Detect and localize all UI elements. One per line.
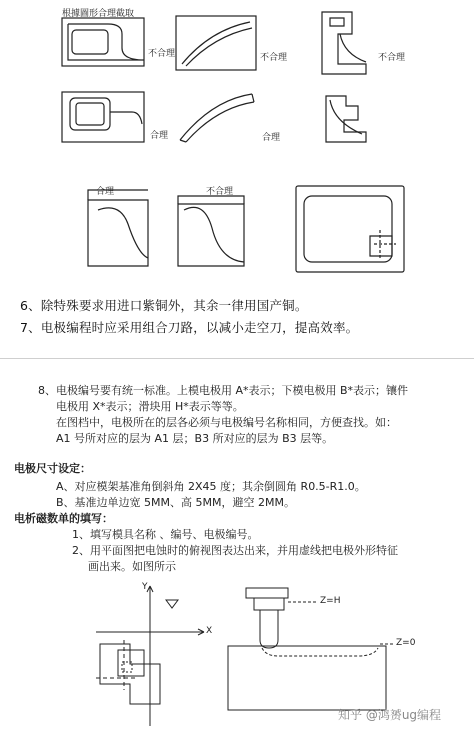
label-r2-b: 合理 [262,133,281,143]
axis-x-label: X [206,626,213,636]
list-item: 7、电极编程时应采用组合刀路，以减小走空刀，提高效率。 [20,320,359,335]
figure-caption: 根據圖形合理截取 [62,9,135,19]
axis-y-label: Y [142,582,148,592]
section8-line1: 8、电极编号要有统一标准。上模电极用 A*表示；下模电极用 B*表示；镶件 [38,384,409,397]
size-heading: 电极尺寸设定： [14,462,91,475]
label-r2-a: 合理 [150,131,169,141]
sheet-item2-line2: 画出来。如图所示 [88,560,176,573]
top-figure-drawing [0,0,474,288]
sheet-item1: 1、填写模具名称 、编号、电极编号。 [72,528,259,541]
section8-line2: 电极用 X*表示；滑块用 H*表示等等。 [56,400,244,413]
label-r3-a: 合理 [96,187,115,197]
section8-line3: 在图档中，电极所在的层各必须与电极编号名称相同，方便查找。如： [56,416,397,429]
size-item-b: B、基准边单边宽 5MM、高 5MM，避空 2MM。 [56,496,295,509]
section8-line4: A1 号所对应的层为 A1 层；B3 所对应的层为 B3 层等。 [56,432,334,445]
watermark: 知乎 @鸿赟ug编程 [338,708,442,722]
sheet-item2-line1: 2、用平面图把电蚀时的俯视图表达出来，并用虚线把电极外形特征 [72,544,398,557]
sheet-heading: 电析磁数单的填写： [14,512,113,525]
label-r1-a: 不合理 [148,49,176,59]
label-r3-b: 不合理 [206,187,234,197]
label-r1-c: 不合理 [378,53,406,63]
size-item-a: A、对应模架基准角倒斜角 2X45 度；其余倒圆角 R0.5-R1.0。 [56,480,366,493]
z-0-label: Z=0 [396,638,416,648]
label-r1-b: 不合理 [260,53,288,63]
top-figure [0,0,474,288]
list-item: 6、除特殊要求用进口紫铜外，其余一律用国产铜。 [20,298,308,313]
z-h-label: Z=H [320,596,341,606]
divider [0,358,474,359]
